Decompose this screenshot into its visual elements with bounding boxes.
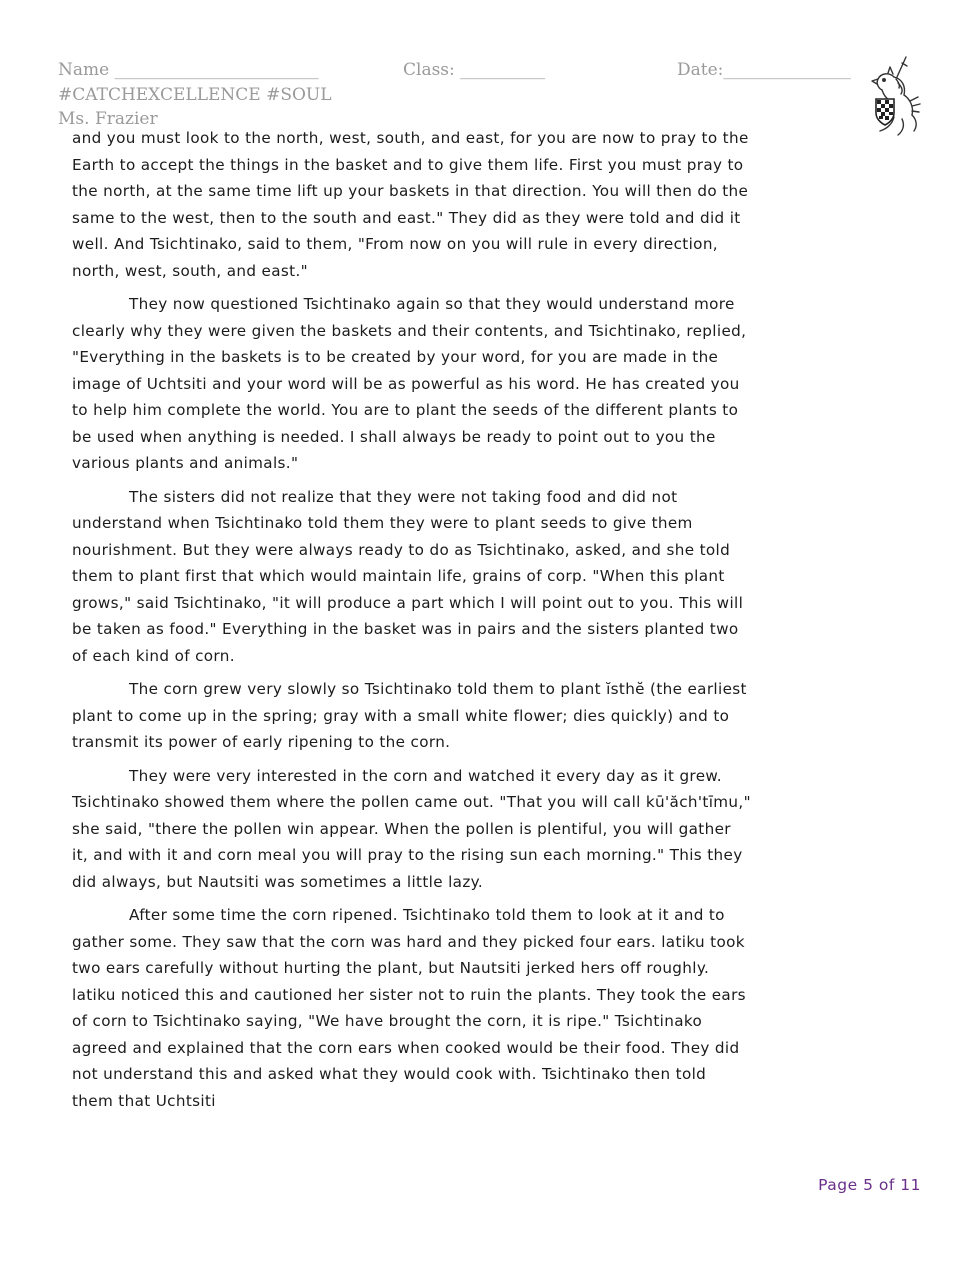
paragraph: They were very interested in the corn and watched it every day as it grew. Tsichtinako showed them where the pollen came out. "That you will call kū'ăch'tīmu," she said, "there the pollen win appear. When the pollen is plentiful, you will gather it, and with it and corn meal you will pray to the rising sun each morning." This they did always, but Nautsiti was sometimes a little lazy.: [72, 766, 751, 891]
hashtags: #CATCHEXCELLENCE #SOUL: [58, 85, 332, 105]
paragraph: They now questioned Tsichtinako again so that they would understand more clearly why they were given the baskets and their contents, and Tsichtinako, replied, "Everything in the baskets is to be created by your word, for you are made in the image of Uchtsiti and your word will be as powerful as his word. He has created you to help him complete the world. You are to plant the seeds of the different plants to be used when anything is needed. I shall always be ready to point out to you the various plants and animals.": [72, 295, 747, 472]
date-field: Date:_______________: [677, 60, 851, 80]
paragraph: and you must look to the north, west, south, and east, for you are now to pray to the Earth to accept the things in the basket and to give them life. First you must pray to the north, at the same time lift up your baskets in that direction. You will then do the same to the west, then to the south and east." They did as they were told and did it well. And Tsichtinako, said to them, "From now on you will rule in every direction, north, west, south, and east.": [72, 129, 749, 280]
class-field: Class: __________: [403, 60, 546, 80]
story-text: [72, 125, 752, 1121]
teacher-name: Ms. Frazier: [58, 109, 158, 129]
page-number: Page 5 of 11: [818, 1176, 921, 1194]
paragraph: The corn grew very slowly so Tsichtinako told them to plant ĭsthĕ (the earliest plant to come up in the spring; gray with a small white flower; dies quickly) and to transmit its power of early ripening to the corn.: [72, 680, 747, 751]
name-field: Name ________________________: [58, 60, 319, 80]
griffin-crest-icon: [866, 55, 924, 139]
paragraph: The sisters did not realize that they were not taking food and did not understand when Tsichtinako told them they were to plant seeds to give them nourishment. But they were always ready to do as Tsichtinako, asked, and she told them to plant first that which would maintain life, grains of corp. "When this plant grows," said Tsichtinako, "it will produce a part which I will point out to you. This will be taken as food." Everything in the basket was in pairs and the sisters planted two of each kind of corn.: [72, 487, 744, 665]
paragraph: After some time the corn ripened. Tsichtinako told them to look at it and to gather some. They saw that the corn was hard and they picked four ears. latiku took two ears carefully without hurting the plant, but Nautsiti jerked hers off roughly. latiku noticed this and cautioned her sister not to ruin the plants. They took the ears of corn to Tsichtinako saying, "We have brought the corn, it is ripe." Tsichtinako agreed and explained that the corn ears when cooked would be their food. They did not understand this and asked what they would cook with. Tsichtinako then told them that Uchtsiti: [72, 906, 746, 1110]
